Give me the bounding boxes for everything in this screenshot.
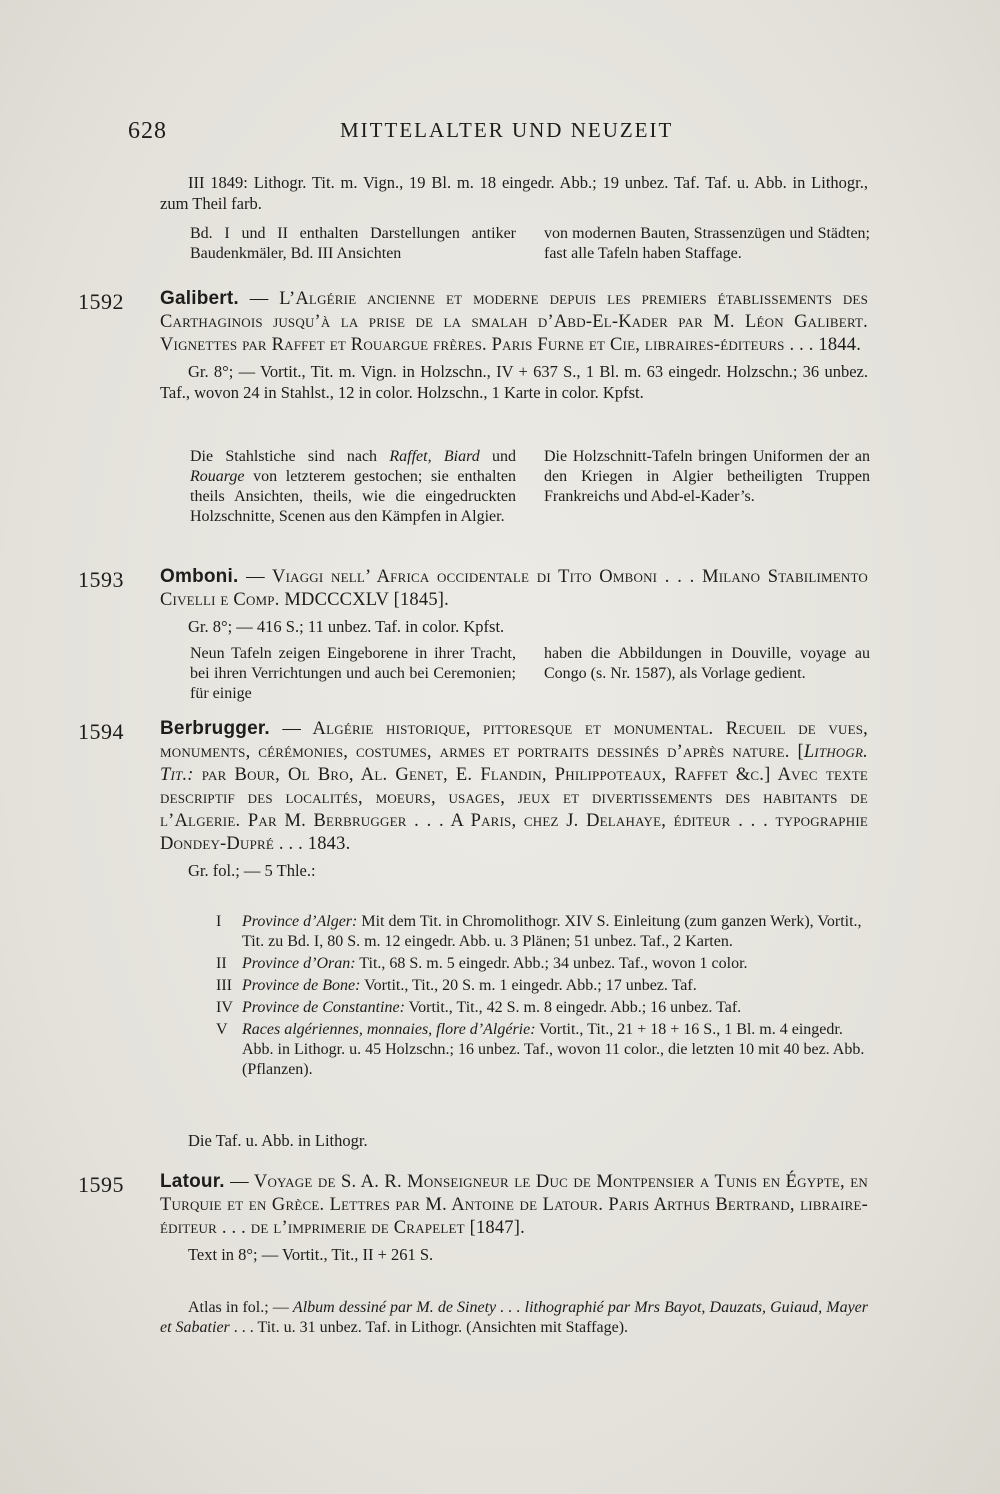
note-column-right: Die Holzschnitt-Tafeln bringen Uniformen der an den Kriegen in Algier betheiligten Truppen Frankreichs und Abd-el-Kader’s. (544, 448, 870, 505)
entry-title: — L’Algérie ancienne et moderne depuis les premiers établissements des Carthaginois jusqu’à la prise de la smalah d’Abd-El-Kader par M. Léon Galibert. Vignettes par Raffet et Rouargue frères. Paris Furne et Cie, libraires-éditeurs . . . 1844. (160, 289, 868, 355)
entry-number: 1592 (78, 289, 124, 314)
entry-number: 1593 (78, 567, 124, 592)
entry-author: Galibert. (160, 288, 239, 309)
volume-item: IV Province de Constantine: Vortit., Tit., 42 S. m. 8 eingedr. Abb.; 16 unbez. Taf. (216, 999, 742, 1016)
entry-1594-closing: Die Taf. u. Abb. in Lithogr. (188, 1131, 368, 1150)
volume-item: V Races algériennes, monnaies, flore d’Algérie: Vortit., Tit., 21 + 18 + 16 S., 1 Bl. m. 4 eingedr. Abb. in Lithogr. u. 45 Holzschn.; 16 unbez. Taf., wovon 11 color., die letzten 10 mit 40 bez. Abb. (Pflanzen). (216, 1021, 865, 1078)
volume-item: II Province d’Oran: Tit., 68 S. m. 5 eingedr. Abb.; 34 unbez. Taf., wovon 1 color. (216, 955, 748, 972)
entry-title: — Viaggi nell’ Africa occidentale di Tito Omboni . . . Milano Stabilimento Civelli e Comp. MDCCCXLV [1845]. (160, 567, 868, 610)
entry-author: Berbrugger. (160, 718, 270, 739)
note-column-left: Neun Tafeln zeigen Eingeborene in ihrer Tracht, bei ihren Verrichtungen und auch bei Ceremonien; für einige (190, 645, 516, 702)
volume-item: III Province de Bone: Vortit., Tit., 20 S. m. 1 eingedr. Abb.; 17 unbez. Taf. (216, 977, 697, 994)
running-title: MITTELALTER UND NEUZEIT (340, 118, 674, 142)
entry-collation: Text in 8°; — Vortit., Tit., II + 261 S. (188, 1245, 434, 1264)
page-number: 628 (128, 118, 167, 144)
entry-number: 1594 (78, 719, 124, 744)
volume-item: I Province d’Alger: Mit dem Tit. in Chromolithogr. XIV S. Einleitung (zum ganzen Werk), Vortit., Tit. zu Bd. I, 80 S. m. 12 eingedr. Abb. u. 3 Plänen; 51 unbez. Taf., 2 Karten. (216, 913, 862, 950)
entry-author: Omboni. (160, 566, 239, 587)
note-column-left: Bd. I und II enthalten Darstellungen antiker Baudenkmäler, Bd. III Ansichten (190, 225, 516, 262)
entry-title: — Algérie historique, pittoresque et monumental. Recueil de vues, monuments, cérémonies, costumes, armes et portraits dessinés d’après nature. [Lithogr. Tit.: par Bour, Ol Bro, Al. Genet, E. Flandin, Philippoteaux, Raffet &c.] Avec texte descriptif des localités, moeurs, usages, jeux et divertissements des habitants de l’Algerie. Par M. Berbrugger . . . A Paris, chez J. Delahaye, éditeur . . . typographie Dondey-Dupré . . . 1843. (160, 719, 868, 854)
page-header (128, 118, 868, 148)
entry-1595 (78, 1170, 868, 1265)
note-column-left: Die Stahlstiche sind nach Raffet, Biard und Rouarge von letzterem gestochen; sie enthalten theils Ansichten, theils, wie die eingedruckten Holzschnitte, Scenen aus den Kämpfen in Algier. (190, 448, 517, 525)
entry-1594 (78, 717, 868, 881)
entry-1592 (78, 287, 868, 403)
entry-collation: Gr. 8°; — Vortit., Tit. m. Vign. in Holzschn., IV + 637 S., 1 Bl. m. 63 eingedr. Holzschn.; 36 unbez. Taf., wovon 24 in Stahlst., 12 in color. Holzschn., 1 Karte in color. Kpfst. (160, 362, 868, 402)
note-column-right: haben die Abbildungen in Douville, voyage au Congo (s. Nr. 1587), als Vorlage gedient. (544, 645, 870, 682)
volume-list (216, 912, 868, 1082)
entry-title: — Voyage de S. A. R. Monseigneur le Duc de Montpensier a Tunis en Égypte, en Turquie et en Grèce. Lettres par M. Antoine de Latour. Paris Arthus Bertrand, libraire-éditeur . . . de l’imprimerie de Crapelet [1847]. (160, 1172, 868, 1238)
entry-author: Latour. (160, 1171, 225, 1192)
entry-1595-atlas: Atlas in fol.; — Album dessiné par M. de Sinety . . . lithographié par Mrs Bayot, Dauzats, Guiaud, Mayer et Sabatier . . . Tit. u. 31 unbez. Taf. in Lithogr. (Ansichten mit Staffage). (160, 1299, 868, 1336)
entry-number: 1595 (78, 1172, 124, 1197)
entry-collation: Gr. fol.; — 5 Thle.: (188, 861, 316, 880)
entry-collation: Gr. 8°; — 416 S.; 11 unbez. Taf. in color. Kpfst. (188, 617, 505, 636)
continuation-text: III 1849: Lithogr. Tit. m. Vign., 19 Bl. m. 18 eingedr. Abb.; 19 unbez. Taf. Taf. u. Abb. in Lithogr., zum Theil farb. (160, 173, 868, 213)
note-column-right: von modernen Bauten, Strassenzügen und Städten; fast alle Tafeln haben Staffage. (544, 225, 870, 262)
entry-1593 (78, 565, 868, 637)
